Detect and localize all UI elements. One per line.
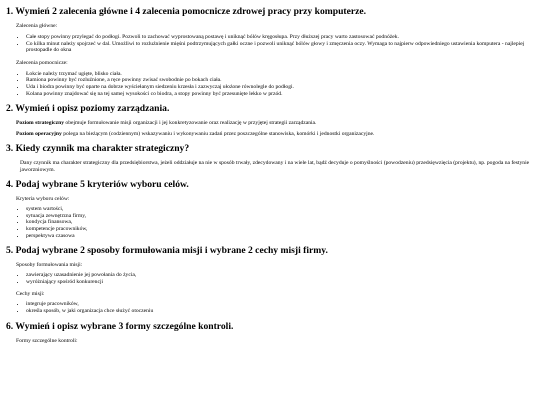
section-5-list-traits xyxy=(6,301,534,314)
list-item: • kondycja finansowa, xyxy=(26,219,534,226)
section-1-aux-list xyxy=(6,71,534,97)
section-6-label: Formy szczególne kontroli: xyxy=(16,337,78,344)
section-1-aux-label: Zalecenia pomocnicze: xyxy=(16,59,68,66)
section-1-heading: 1. Wymień 2 zalecenia główne i 4 zalecenia pomocnicze zdrowej pracy przy komputerze. xyxy=(6,6,367,17)
section-1-main-list xyxy=(6,34,534,54)
list-item: • Łokcie należy trzymać ugięte, blisko ciała. xyxy=(26,71,534,78)
list-item: • zawierający uzasadnienie jej powołania do życia, xyxy=(26,272,534,279)
list-item: • system wartości, xyxy=(26,206,534,213)
list-item: • Co kilka minut należy spojrzeć w dal. Umożliwi to rozluźnienie mięśni podtrzymujących gałki oczne i pozwoli uniknąć bólów głowy i zmęczenia oczy. Wymaga to najpierw odpowiedniego ustawienia komputera - najlepiej prostopadle do okna xyxy=(26,41,534,54)
section-2-paragraph-operational xyxy=(16,131,534,138)
definition-strategic: obejmuje formułowanie misji organizacji i jej konkretyzowanie oraz realizację w przyjętej strategii zarządzania. xyxy=(64,120,317,127)
section-3-paragraph: Dany czynnik ma charakter strategiczny dla przedsiębiorstwa, jeżeli oddziałuje na nie w sposób trwały, zdecydowany i na wiele lat, bądź decyduje o pomyślności (powodzeniu) przedsięwzięcia (projektu), np. pogoda na festynie jaworzniowym. xyxy=(20,160,530,174)
list-item: • Ramiona powinny być rozluźnione, a ręce powinny zwisać swobodnie po bokach ciała. xyxy=(26,77,534,84)
term-operational: Poziom operacyjny xyxy=(16,131,62,138)
definition-operational: polega na bieżącym (codziennym) wskazywaniu i wykonywaniu zadań przez poszczególne stanowiska, komórki i jednostki organizacyjne. xyxy=(61,131,375,138)
list-item: • Całe stopy powinny przylegać do podłogi. Pozwoli to zachować wyprostowaną postawę i uniknąć bólów kręgosłupa. Przy dłuższej pracy warto zastosować podnóżek. xyxy=(26,34,534,41)
section-6-heading: 6. Wymień i opisz wybrane 3 formy szczególne kontroli. xyxy=(6,320,234,332)
section-2-heading: 2. Wymień i opisz poziomy zarządzania. xyxy=(6,103,170,115)
list-item: • wyróżniający spośród konkurencji xyxy=(26,279,534,286)
section-5-heading: 5. Podaj wybrane 2 sposoby formułowania misji i wybrane 2 cechy misji firmy. xyxy=(6,245,328,257)
list-item: • określa sposób, w jaki organizacja chce służyć otoczeniu xyxy=(26,308,534,315)
section-1-main-label: Zalecenia główne: xyxy=(16,23,58,29)
section-3-heading: 3. Kiedy czynnik ma charakter strategiczny? xyxy=(6,143,190,155)
section-4-list xyxy=(6,206,534,239)
list-item: • Kolana powinny znajdować się na tej samej wysokości co biodra, a stopy powinny być przesunięte lekko w przód. xyxy=(26,91,534,98)
section-5-label-methods: Sposoby formułowania misji: xyxy=(16,262,83,269)
section-4-heading: 4. Podaj wybrane 5 kryteriów wyboru celów. xyxy=(6,179,189,191)
section-2-paragraph-strategic xyxy=(16,120,534,127)
term-strategic: Poziom strategiczny xyxy=(16,120,64,127)
section-4-label: Kryteria wyboru celów: xyxy=(16,196,70,203)
list-item: • perspektywa czasowa xyxy=(26,233,534,240)
list-item: • kompetencje pracowników, xyxy=(26,226,534,233)
section-5-label-traits: Cechy misji: xyxy=(16,291,45,298)
list-item: • sytuacja zewnętrzna firmy, xyxy=(26,213,534,220)
list-item: • Uda i biodra powinny być oparte na dobrze wyściełanym siedzeniu krzesła i zazwyczaj ułożone równolegle do podłogi. xyxy=(26,84,534,91)
section-5-list-methods xyxy=(6,272,534,285)
list-item: • integruje pracowników, xyxy=(26,301,534,308)
